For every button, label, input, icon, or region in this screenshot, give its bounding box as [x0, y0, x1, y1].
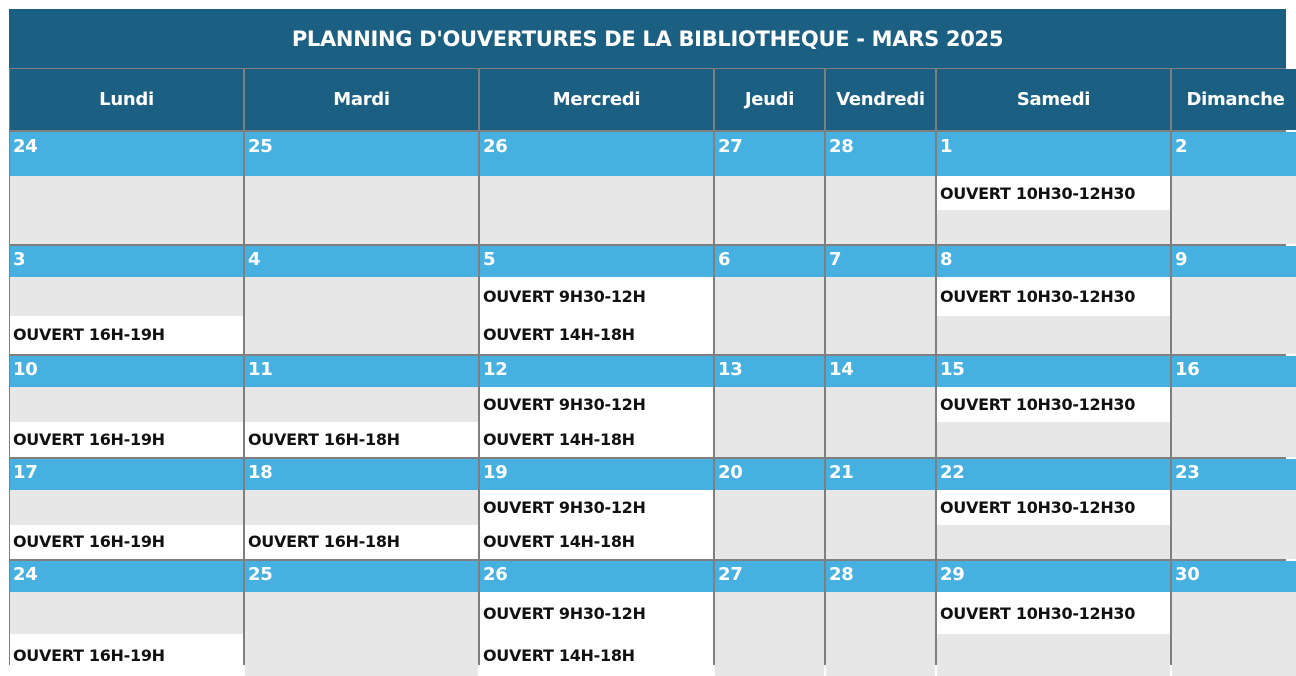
- day-number: 28: [826, 132, 935, 176]
- day-cell: [826, 459, 935, 559]
- opening-hours: OUVERT 16H-19H: [10, 525, 243, 560]
- empty-slot: [1172, 490, 1296, 525]
- empty-slot: [1172, 316, 1296, 355]
- day-cell: [826, 246, 935, 354]
- empty-slot: [10, 277, 243, 316]
- day-slots: [715, 277, 824, 354]
- day-cell: [1172, 561, 1296, 676]
- day-number: 24: [10, 132, 243, 176]
- day-number: 16: [1172, 356, 1296, 387]
- day-slots: [10, 592, 243, 676]
- day-cell: [826, 561, 935, 676]
- day-number: 26: [480, 561, 713, 592]
- empty-slot: [715, 176, 824, 210]
- day-number: 27: [715, 561, 824, 592]
- empty-slot: [715, 277, 824, 316]
- calendar-title: PLANNING D'OUVERTURES DE LA BIBLIOTHEQUE - MARS 2025: [9, 9, 1286, 68]
- day-cell: [10, 246, 243, 354]
- day-slots: [480, 176, 713, 244]
- empty-slot: [715, 210, 824, 244]
- empty-slot: [245, 387, 478, 422]
- day-number: 24: [10, 561, 243, 592]
- day-slots: [10, 176, 243, 244]
- day-number: 19: [480, 459, 713, 490]
- day-cell: [245, 246, 478, 354]
- weekday-header: Mercredi: [480, 69, 713, 130]
- day-cell: [715, 356, 824, 457]
- day-cell: [10, 459, 243, 559]
- opening-hours: OUVERT 9H30-12H: [480, 592, 713, 634]
- day-number: 17: [10, 459, 243, 490]
- day-number: 11: [245, 356, 478, 387]
- opening-hours: OUVERT 16H-19H: [10, 422, 243, 457]
- day-cell: [245, 561, 478, 676]
- empty-slot: [245, 277, 478, 316]
- opening-hours: OUVERT 14H-18H: [480, 525, 713, 560]
- day-slots: [715, 592, 824, 676]
- day-slots: [826, 592, 935, 676]
- day-slots: [480, 387, 713, 457]
- day-number: 14: [826, 356, 935, 387]
- day-number: 18: [245, 459, 478, 490]
- weekday-header: Jeudi: [715, 69, 824, 130]
- weekday-header: Lundi: [10, 69, 243, 130]
- empty-slot: [715, 592, 824, 634]
- empty-slot: [1172, 277, 1296, 316]
- opening-hours: OUVERT 10H30-12H30: [937, 277, 1170, 316]
- empty-slot: [826, 210, 935, 244]
- weekday-header: Vendredi: [826, 69, 935, 130]
- day-slots: [1172, 277, 1296, 354]
- day-slots: [10, 277, 243, 354]
- day-slots: [715, 490, 824, 559]
- day-number: 22: [937, 459, 1170, 490]
- day-cell: [480, 356, 713, 457]
- empty-slot: [826, 387, 935, 422]
- day-cell: [1172, 246, 1296, 354]
- empty-slot: [826, 525, 935, 560]
- day-cell: [1172, 132, 1296, 244]
- opening-hours: OUVERT 9H30-12H: [480, 277, 713, 316]
- empty-slot: [245, 210, 478, 244]
- opening-hours: OUVERT 10H30-12H30: [937, 176, 1170, 210]
- day-cell: [937, 459, 1170, 559]
- day-cell: [480, 132, 713, 244]
- day-slots: [826, 176, 935, 244]
- day-slots: [480, 490, 713, 559]
- day-cell: [937, 132, 1170, 244]
- opening-hours: OUVERT 14H-18H: [480, 316, 713, 355]
- opening-hours: OUVERT 9H30-12H: [480, 387, 713, 422]
- empty-slot: [1172, 387, 1296, 422]
- day-number: 3: [10, 246, 243, 277]
- day-cell: [10, 132, 243, 244]
- day-number: 8: [937, 246, 1170, 277]
- day-slots: [245, 592, 478, 676]
- day-number: 30: [1172, 561, 1296, 592]
- empty-slot: [826, 277, 935, 316]
- empty-slot: [10, 210, 243, 244]
- day-cell: [245, 132, 478, 244]
- empty-slot: [1172, 592, 1296, 634]
- day-number: 4: [245, 246, 478, 277]
- day-slots: [1172, 490, 1296, 559]
- day-slots: [937, 387, 1170, 457]
- empty-slot: [245, 316, 478, 355]
- empty-slot: [10, 387, 243, 422]
- empty-slot: [480, 210, 713, 244]
- opening-hours: OUVERT 9H30-12H: [480, 490, 713, 525]
- empty-slot: [245, 592, 478, 634]
- calendar-grid: [9, 68, 1286, 665]
- day-cell: [937, 356, 1170, 457]
- empty-slot: [245, 176, 478, 210]
- empty-slot: [937, 316, 1170, 355]
- day-number: 15: [937, 356, 1170, 387]
- day-cell: [480, 246, 713, 354]
- day-number: 7: [826, 246, 935, 277]
- day-cell: [715, 561, 824, 676]
- day-slots: [1172, 592, 1296, 676]
- day-number: 29: [937, 561, 1170, 592]
- day-number: 9: [1172, 246, 1296, 277]
- empty-slot: [715, 525, 824, 560]
- day-slots: [715, 176, 824, 244]
- day-slots: [937, 176, 1170, 244]
- day-slots: [245, 490, 478, 559]
- empty-slot: [937, 525, 1170, 560]
- day-cell: [937, 246, 1170, 354]
- weekday-header: Samedi: [937, 69, 1170, 130]
- empty-slot: [715, 422, 824, 457]
- day-slots: [826, 490, 935, 559]
- day-slots: [937, 592, 1170, 676]
- day-cell: [480, 459, 713, 559]
- day-number: 1: [937, 132, 1170, 176]
- empty-slot: [480, 176, 713, 210]
- empty-slot: [10, 490, 243, 525]
- day-slots: [480, 277, 713, 354]
- opening-hours: OUVERT 10H30-12H30: [937, 490, 1170, 525]
- day-cell: [1172, 356, 1296, 457]
- opening-hours: OUVERT 10H30-12H30: [937, 387, 1170, 422]
- empty-slot: [1172, 210, 1296, 244]
- day-slots: [826, 387, 935, 457]
- day-cell: [826, 356, 935, 457]
- empty-slot: [826, 176, 935, 210]
- day-slots: [245, 387, 478, 457]
- day-number: 2: [1172, 132, 1296, 176]
- day-cell: [480, 561, 713, 676]
- day-cell: [10, 356, 243, 457]
- opening-hours: OUVERT 10H30-12H30: [937, 592, 1170, 634]
- day-number: 21: [826, 459, 935, 490]
- weekday-header: Mardi: [245, 69, 478, 130]
- empty-slot: [245, 490, 478, 525]
- day-number: 10: [10, 356, 243, 387]
- opening-hours: OUVERT 16H-18H: [245, 422, 478, 457]
- opening-hours: OUVERT 16H-19H: [10, 316, 243, 355]
- empty-slot: [826, 592, 935, 634]
- day-cell: [245, 459, 478, 559]
- day-number: 28: [826, 561, 935, 592]
- day-slots: [245, 176, 478, 244]
- day-slots: [1172, 176, 1296, 244]
- day-slots: [715, 387, 824, 457]
- day-number: 25: [245, 561, 478, 592]
- day-slots: [10, 387, 243, 457]
- opening-hours: OUVERT 16H-19H: [10, 634, 243, 676]
- day-number: 6: [715, 246, 824, 277]
- day-cell: [826, 132, 935, 244]
- day-number: 13: [715, 356, 824, 387]
- empty-slot: [1172, 422, 1296, 457]
- day-cell: [715, 132, 824, 244]
- empty-slot: [937, 422, 1170, 457]
- day-slots: [937, 490, 1170, 559]
- day-cell: [937, 561, 1170, 676]
- empty-slot: [715, 387, 824, 422]
- empty-slot: [1172, 176, 1296, 210]
- day-number: 26: [480, 132, 713, 176]
- day-slots: [826, 277, 935, 354]
- day-cell: [10, 561, 243, 676]
- opening-hours: OUVERT 14H-18H: [480, 634, 713, 676]
- day-number: 23: [1172, 459, 1296, 490]
- empty-slot: [715, 316, 824, 355]
- opening-hours: OUVERT 16H-18H: [245, 525, 478, 560]
- day-slots: [10, 490, 243, 559]
- empty-slot: [715, 490, 824, 525]
- day-number: 27: [715, 132, 824, 176]
- day-cell: [1172, 459, 1296, 559]
- day-cell: [245, 356, 478, 457]
- empty-slot: [1172, 525, 1296, 560]
- empty-slot: [10, 176, 243, 210]
- empty-slot: [937, 210, 1170, 244]
- empty-slot: [826, 422, 935, 457]
- day-number: 20: [715, 459, 824, 490]
- empty-slot: [10, 592, 243, 634]
- day-slots: [480, 592, 713, 676]
- empty-slot: [826, 490, 935, 525]
- day-slots: [1172, 387, 1296, 457]
- opening-hours: OUVERT 14H-18H: [480, 422, 713, 457]
- day-number: 25: [245, 132, 478, 176]
- day-slots: [937, 277, 1170, 354]
- day-number: 12: [480, 356, 713, 387]
- day-cell: [715, 246, 824, 354]
- empty-slot: [826, 316, 935, 355]
- day-slots: [245, 277, 478, 354]
- day-number: 5: [480, 246, 713, 277]
- weekday-header: Dimanche: [1172, 69, 1296, 130]
- day-cell: [715, 459, 824, 559]
